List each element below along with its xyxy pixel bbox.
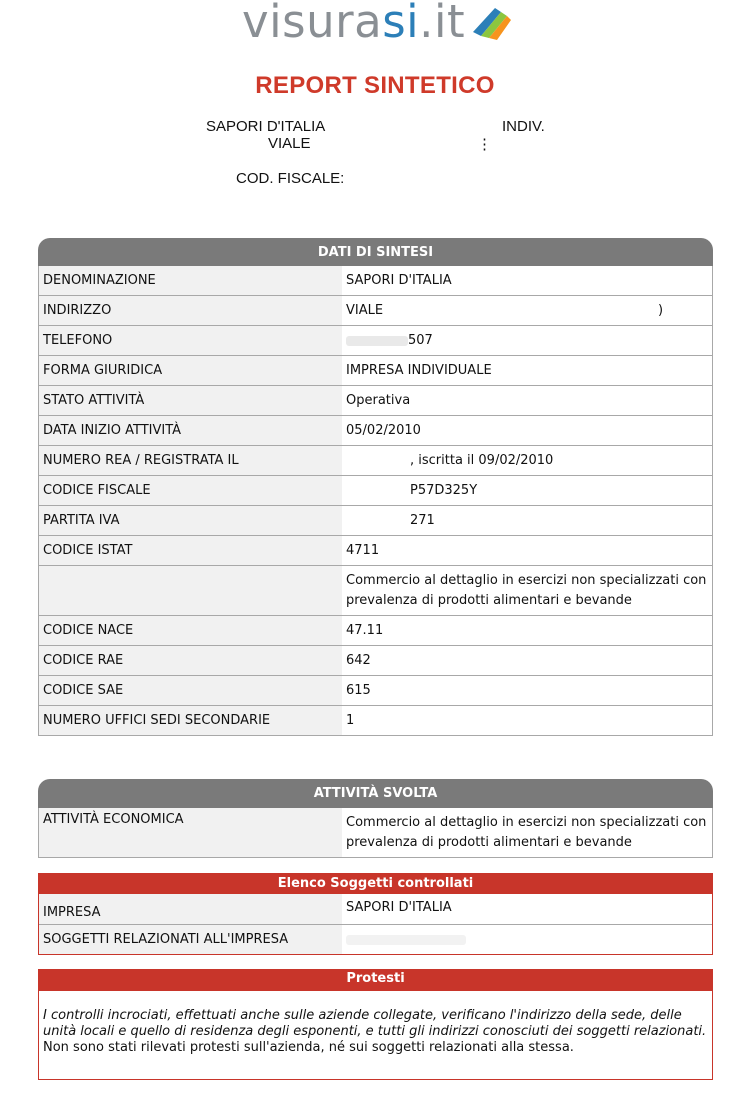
row-label: PARTITA IVA — [39, 506, 342, 535]
table-row — [39, 706, 712, 736]
piva-value: 271 — [410, 513, 435, 528]
logo-part-si: si — [382, 0, 420, 48]
table-row — [39, 616, 712, 646]
row-label: CODICE NACE — [39, 616, 342, 645]
row-value: 4711 — [342, 536, 712, 565]
table-row — [39, 894, 712, 925]
address-value: VIALE — [346, 303, 384, 318]
table-row — [39, 566, 712, 616]
row-value: Commercio al dettaglio in esercizi non specializzati con prevalenza di prodotti alimentari e bevande — [342, 808, 712, 857]
section-protesti — [38, 969, 713, 1080]
row-label: SOGGETTI RELAZIONATI ALL'IMPRESA — [39, 925, 342, 954]
dati-sintesi-table — [38, 266, 713, 736]
redacted-mark — [346, 336, 408, 346]
row-value: 47.11 — [342, 616, 712, 645]
report-title: REPORT SINTETICO — [255, 72, 495, 99]
row-value — [342, 925, 712, 954]
table-row — [39, 808, 712, 858]
row-value: SAPORI D'ITALIA — [342, 266, 712, 295]
row-label: NUMERO REA / REGISTRATA IL — [39, 446, 342, 475]
row-value — [342, 506, 712, 535]
row-value — [342, 446, 712, 475]
rea-value: , iscritta il 09/02/2010 — [410, 453, 554, 468]
redacted-mark — [346, 935, 466, 945]
row-label: CODICE ISTAT — [39, 536, 342, 565]
row-value: SAPORI D'ITALIA — [342, 894, 712, 924]
logo-wordmark — [242, 0, 466, 48]
phone-value: 507 — [408, 333, 433, 348]
section-attivita-svolta — [38, 779, 713, 858]
logo — [242, 0, 513, 46]
table-row — [39, 326, 712, 356]
row-value: IMPRESA INDIVIDUALE — [342, 356, 712, 385]
section-heading: Elenco Soggetti controllati — [39, 874, 712, 894]
protesti-note: I controlli incrociati, effettuati anche sulle aziende collegate, verificano l'indirizzo della sede, delle unità locali e quello di residenza degli esponenti, e tutti gli indirizzi conosciuti dei soggetti relazionati. — [43, 1008, 707, 1039]
protesti-result: Non sono stati rilevati protesti sull'azienda, né sui soggetti relazionati alla stessa. — [43, 1040, 574, 1055]
row-label: STATO ATTIVITÀ — [39, 386, 342, 415]
row-label — [39, 566, 342, 615]
row-value — [342, 326, 712, 355]
row-label: INDIRIZZO — [39, 296, 342, 325]
table-row — [39, 476, 712, 506]
row-value — [342, 296, 712, 325]
table-row — [39, 506, 712, 536]
header-dots: ⋮ — [477, 136, 492, 153]
row-label: TELEFONO — [39, 326, 342, 355]
logo-part-it: .it — [419, 0, 466, 48]
header-address: VIALE — [268, 135, 311, 152]
section-dati-sintesi — [38, 238, 713, 736]
table-row — [39, 266, 712, 296]
row-label: CODICE FISCALE — [39, 476, 342, 505]
section-heading: DATI DI SINTESI — [38, 238, 713, 266]
row-value: 615 — [342, 676, 712, 705]
table-row — [39, 296, 712, 326]
visurasi-logo-icon — [467, 2, 513, 40]
row-label: CODICE RAE — [39, 646, 342, 675]
header-cf-label: COD. FISCALE: — [236, 170, 345, 187]
table-row — [39, 356, 712, 386]
table-row — [39, 536, 712, 566]
header-company-type: INDIV. — [502, 118, 545, 135]
section-heading: ATTIVITÀ SVOLTA — [38, 779, 713, 808]
protesti-text — [39, 991, 712, 1062]
table-row — [39, 676, 712, 706]
row-value — [342, 476, 712, 505]
table-row — [39, 446, 712, 476]
table-row — [39, 416, 712, 446]
row-label: CODICE SAE — [39, 676, 342, 705]
row-value: Operativa — [342, 386, 712, 415]
section-heading: Protesti — [39, 970, 712, 991]
row-label: IMPRESA — [39, 894, 342, 924]
cf-value: P57D325Y — [410, 483, 478, 498]
section-soggetti — [38, 873, 713, 955]
row-label: DATA INIZIO ATTIVITÀ — [39, 416, 342, 445]
row-value: 642 — [342, 646, 712, 675]
attivita-table — [38, 808, 713, 858]
logo-part-visura: visura — [242, 0, 383, 48]
row-label: ATTIVITÀ ECONOMICA — [39, 808, 342, 857]
table-row — [39, 646, 712, 676]
row-label: DENOMINAZIONE — [39, 266, 342, 295]
address-suffix: ) — [658, 303, 664, 318]
row-value: Commercio al dettaglio in esercizi non specializzati con prevalenza di prodotti alimentari e bevande — [342, 566, 712, 615]
row-label: NUMERO UFFICI SEDI SECONDARIE — [39, 706, 342, 735]
row-value: 05/02/2010 — [342, 416, 712, 445]
table-row — [39, 925, 712, 954]
row-value: 1 — [342, 706, 712, 735]
row-label: FORMA GIURIDICA — [39, 356, 342, 385]
header-company-name: SAPORI D'ITALIA — [206, 118, 326, 135]
table-row — [39, 386, 712, 416]
